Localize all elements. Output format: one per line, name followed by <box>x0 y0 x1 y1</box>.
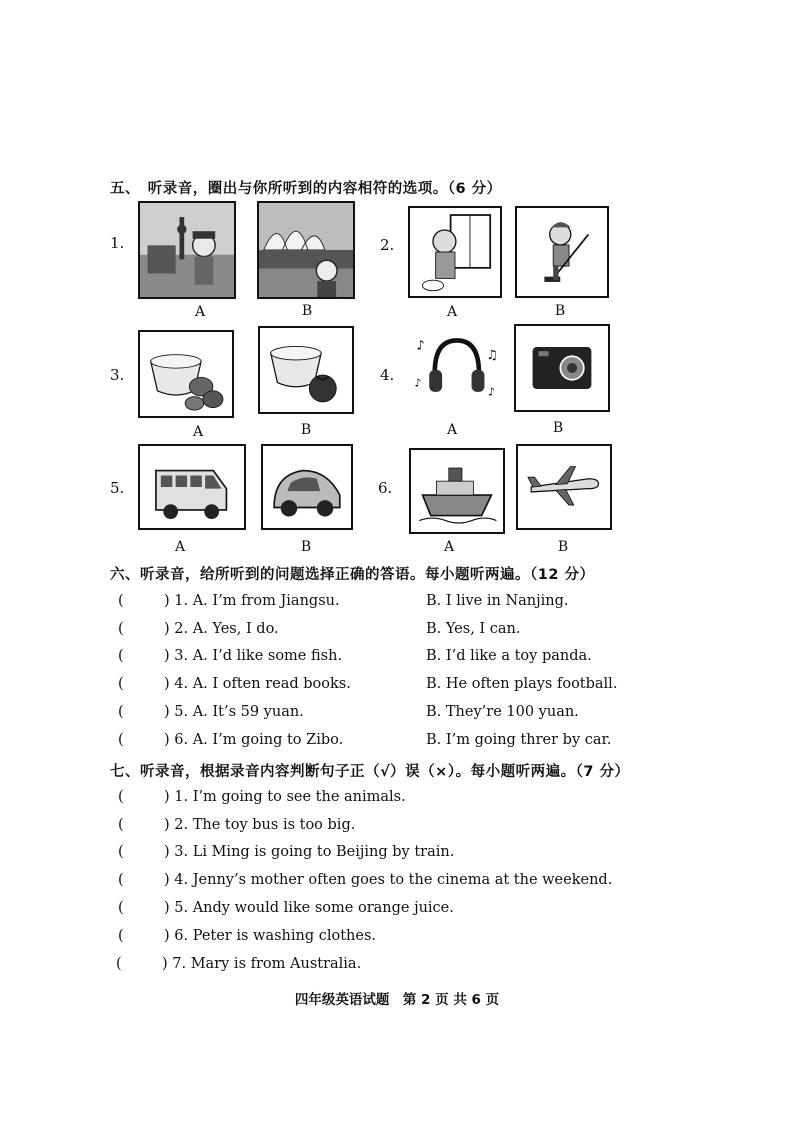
headphones-picture-icon[interactable] <box>408 322 502 414</box>
option-b-label: B <box>300 422 312 438</box>
option-b-text: B. They’re 100 yuan. <box>426 704 579 720</box>
section7-paren[interactable]: ( <box>118 872 124 888</box>
city-boy-picture-icon[interactable] <box>138 201 236 299</box>
page-footer: 四年级英语试题 第 2 页 共 6 页 <box>294 992 500 1008</box>
option-a-label: A <box>192 424 204 440</box>
statement-text: ) 5. Andy would like some orange juice. <box>164 900 454 916</box>
svg-text:♫: ♫ <box>486 347 498 363</box>
option-a-text: ) 5. A. It’s 59 yuan. <box>164 704 304 720</box>
section6-item <box>118 648 124 664</box>
option-a-label: A <box>446 304 458 320</box>
option-a-label: A <box>443 539 455 555</box>
section7-paren[interactable]: ( <box>118 789 124 805</box>
question-number: 1. <box>110 234 125 252</box>
mopping-floor-picture-icon[interactable] <box>515 206 609 298</box>
washing-window-picture-icon[interactable] <box>408 206 502 298</box>
section7-paren[interactable]: ( <box>118 900 124 916</box>
answer-paren[interactable]: ( <box>118 648 124 664</box>
section6-item <box>118 676 124 692</box>
statement-text: ) 2. The toy bus is too big. <box>164 817 356 833</box>
statement-text: ) 7. Mary is from Australia. <box>162 956 362 972</box>
section6-item <box>118 621 124 637</box>
option-b-text: B. I live in Nanjing. <box>426 593 569 609</box>
answer-paren[interactable]: ( <box>118 593 124 609</box>
option-a-text: ) 3. A. I’d like some fish. <box>164 648 343 664</box>
section5-title: 五、 听录音，圈出与你所听到的内容相符的选项。（6 分） <box>110 181 502 197</box>
section6-title: 六、听录音，给所听到的问题选择正确的答语。每小题听两遍。（12 分） <box>110 567 595 583</box>
option-b-text: B. I’d like a toy panda. <box>426 648 592 664</box>
option-b-label: B <box>301 303 313 319</box>
option-a-label: A <box>194 304 206 320</box>
answer-paren[interactable]: ( <box>118 676 124 692</box>
option-b-text: B. Yes, I can. <box>426 621 521 637</box>
question-number: 6. <box>378 479 393 497</box>
option-b-label: B <box>300 539 312 555</box>
option-a-label: A <box>174 539 186 555</box>
option-b-text: B. I’m going threr by car. <box>426 732 612 748</box>
statement-text: ) 1. I’m going to see the animals. <box>164 789 406 805</box>
camera-picture-icon[interactable] <box>514 324 610 412</box>
section6-item <box>118 732 124 748</box>
plane-picture-icon[interactable] <box>516 444 612 530</box>
ship-picture-icon[interactable] <box>409 448 505 534</box>
van-picture-icon[interactable] <box>138 444 246 530</box>
option-a-text: ) 4. A. I often read books. <box>164 676 351 692</box>
section7-paren[interactable]: ( <box>116 956 122 972</box>
answer-paren[interactable]: ( <box>118 732 124 748</box>
option-b-text: B. He often plays football. <box>426 676 618 692</box>
question-number: 2. <box>380 236 395 254</box>
section6-item <box>118 593 124 609</box>
svg-text:♪: ♪ <box>488 385 496 399</box>
opera-house-boy-picture-icon[interactable] <box>257 201 355 299</box>
car-picture-icon[interactable] <box>261 444 353 530</box>
section7-title: 七、听录音，根据录音内容判断句子正（√）误（×）。每小题听两遍。（7 分） <box>110 764 630 780</box>
section6-item <box>118 704 124 720</box>
section7-paren[interactable]: ( <box>118 817 124 833</box>
statement-text: ) 3. Li Ming is going to Beijing by train. <box>164 844 455 860</box>
statement-text: ) 4. Jenny’s mother often goes to the cinema at the weekend. <box>164 872 613 888</box>
option-a-text: ) 2. A. Yes, I do. <box>164 621 279 637</box>
question-number: 5. <box>110 479 125 497</box>
section7-paren[interactable]: ( <box>118 928 124 944</box>
answer-paren[interactable]: ( <box>118 704 124 720</box>
option-a-text: ) 1. A. I’m from Jiangsu. <box>164 593 340 609</box>
section7-paren[interactable]: ( <box>118 844 124 860</box>
rice-tomato-picture-icon[interactable] <box>258 326 354 414</box>
option-a-label: A <box>446 422 458 438</box>
answer-paren[interactable]: ( <box>118 621 124 637</box>
statement-text: ) 6. Peter is washing clothes. <box>164 928 377 944</box>
option-b-label: B <box>557 539 569 555</box>
option-b-label: B <box>552 420 564 436</box>
svg-text:♪: ♪ <box>414 376 422 390</box>
question-number: 3. <box>110 366 125 384</box>
option-a-text: ) 6. A. I’m going to Zibo. <box>164 732 344 748</box>
svg-text:♪: ♪ <box>416 338 425 354</box>
rice-potatoes-picture-icon[interactable] <box>138 330 234 418</box>
question-number: 4. <box>380 366 395 384</box>
option-b-label: B <box>554 303 566 319</box>
